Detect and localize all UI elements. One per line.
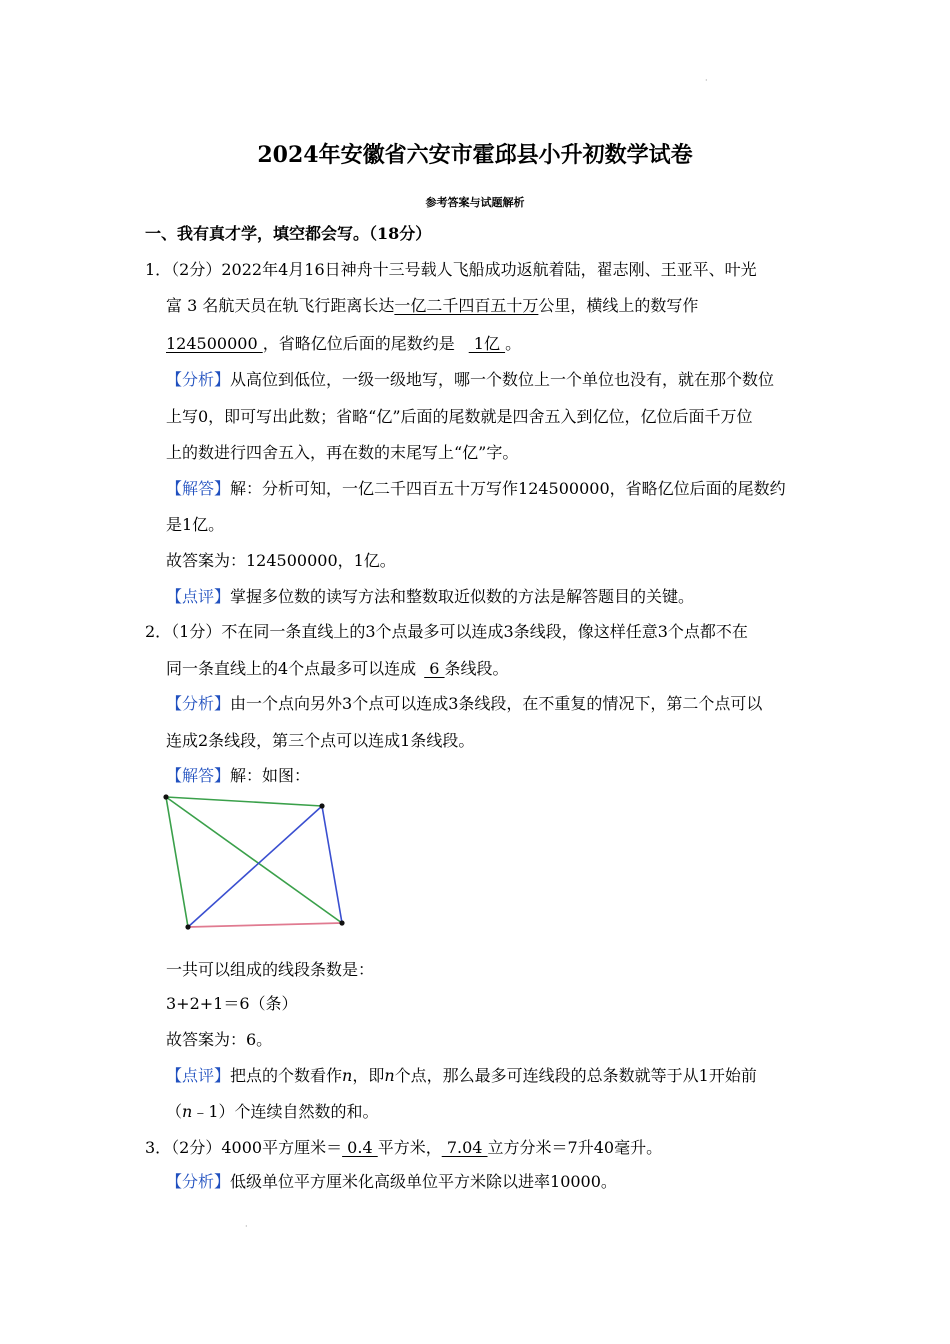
q2-text: 同一条直线上的4个点最多可以连成 [166,659,417,678]
analysis-tag: 【分析】 [166,370,231,389]
q2-final-answer: 故答案为：6。 [166,1030,273,1049]
q1-comment [166,587,694,607]
q2-after-1: 一共可以组成的线段条数是： [166,960,375,979]
q1-solution-1 [166,479,786,499]
q1-line3 [166,334,521,354]
q1-analysis-text: 从高位到低位，一级一级地写，哪一个数位上一个单位也没有，就在那个数位 [230,370,775,389]
q2-comment-1 [166,1066,757,1086]
variable-n: n [342,1066,353,1085]
answer-tag: 【解答】 [166,766,231,785]
q2-text: 条线段。 [444,659,509,678]
point-b [319,803,324,808]
q2-comment-2 [166,1102,379,1122]
q1-answer-number: 124500000 [166,334,263,353]
q3-analysis-1 [166,1172,617,1192]
four-points-diagram [150,788,360,938]
q1-text: 富 3 名航天员在轨飞行距离长达 [166,296,395,315]
point-c [339,920,344,925]
q2-analysis-text: 由一个点向另外3个点可以连成3条线段，在不重复的情况下，第二个点可以 [230,694,763,713]
q3-text: 平方米， [377,1138,442,1157]
q2-comment-text: 个点，那么最多可连线段的总条数就等于从1开始前 [394,1066,757,1085]
segment-ab [166,797,322,806]
variable-n: n [384,1066,395,1085]
q2-after-2: 3+2+1＝6（条） [166,994,298,1013]
segment-ad [166,797,188,927]
q1-analysis-1 [166,370,774,390]
segment-bd [188,806,322,927]
q1-answer-approx: 1亿 [468,334,506,353]
point-d [185,924,190,929]
q2-solution-1 [166,766,310,786]
q3-answer-2: 7.04 [441,1138,488,1157]
q1-comment-text: 掌握多位数的读写方法和整数取近似数的方法是解答题目的关键。 [230,587,695,606]
q3-text: 立方分米＝7升40毫升。 [487,1138,663,1157]
q1-line1: 1．（2分）2022年4月16日神舟十三号载人飞船成功返航着陆，翟志刚、王亚平、叶光 [145,260,757,279]
q2-analysis-2: 连成2条线段，第三个点可以连成1条线段。 [166,731,475,750]
analysis-tag: 【分析】 [166,694,231,713]
section-heading: 一、我有真才学，填空都会写。（18分） [145,224,432,243]
comment-tag: 【点评】 [166,587,231,606]
q2-answer: 6 [424,659,445,678]
segment-cd [188,923,342,927]
q3-line1 [145,1138,662,1158]
q1-solution-text: 解：分析可知，一亿二千四百五十万写作124500000，省略亿位后面的尾数约 [230,479,786,498]
comment-tag: 【点评】 [166,1066,231,1085]
segment-bc [322,806,342,923]
q3-analysis-text: 低级单位平方厘米化高级单位平方米除以进率10000。 [230,1172,617,1191]
q1-underlined-reading: 一亿二千四百五十万 [394,296,539,315]
footer-mark: · [245,1222,248,1231]
q1-text: ，省略亿位后面的尾数约是 [262,334,455,353]
variable-n: n [182,1102,193,1121]
q1-analysis-2: 上写0，即可写出此数；省略“亿”后面的尾数就是四舍五入到亿位，亿位后面千万位 [166,407,753,426]
q1-analysis-3: 上的数进行四舍五入，再在数的末尾写上“亿”字。 [166,443,519,462]
q1-text: 公里，横线上的数写作 [538,296,699,315]
q2-comment-text: ﹣1）个连续自然数的和。 [192,1102,379,1121]
q2-solution-text: 解：如图： [230,766,311,785]
answer-tag: 【解答】 [166,479,231,498]
analysis-tag: 【分析】 [166,1172,231,1191]
page-subtitle: 参考答案与试题解析 [425,196,525,209]
segment-ac [166,797,342,923]
q3-answer-1: 0.4 [342,1138,378,1157]
q1-text: 。 [505,334,522,353]
page-title: 2024年安徽省六安市霍邱县小升初数学试卷 [257,142,693,168]
q2-comment-text: （ [166,1102,183,1121]
q2-comment-text: 把点的个数看作 [230,1066,343,1085]
q2-line1: 2．（1分）不在同一条直线上的3个点最多可以连成3条线段，像这样任意3个点都不在 [145,622,748,641]
q3-text: 3．（2分）4000平方厘米＝ [145,1138,343,1157]
q2-line2 [166,659,509,679]
point-a [163,794,168,799]
corner-mark: · [705,76,708,85]
q2-comment-text: ，即 [352,1066,385,1085]
q2-analysis-1 [166,694,762,714]
q1-solution-2: 是1亿。 [166,515,225,534]
q1-final-answer: 故答案为：124500000，1亿。 [166,551,396,570]
q1-line2 [166,296,698,316]
